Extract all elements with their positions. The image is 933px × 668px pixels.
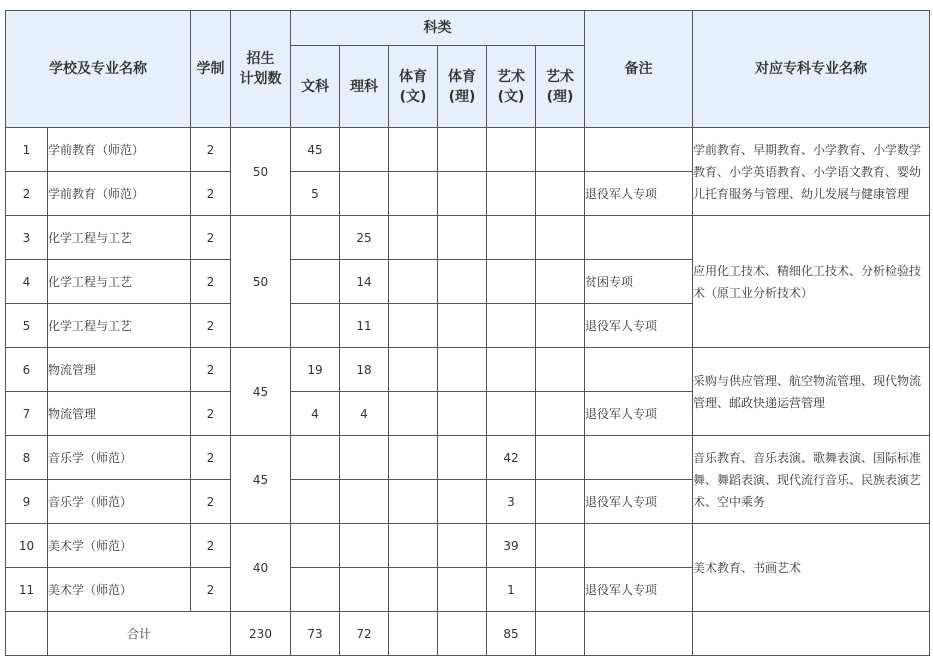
duration-cell: 2 — [191, 480, 231, 524]
remark-cell: 退役军人专项 — [585, 304, 693, 348]
pe-wen-cell — [389, 304, 438, 348]
row-number: 7 — [6, 392, 48, 436]
pe-li-cell — [438, 172, 487, 216]
art-wen-cell — [487, 260, 536, 304]
art-li-cell — [536, 392, 585, 436]
art-li-cell — [536, 524, 585, 568]
row-number: 8 — [6, 436, 48, 480]
art-wen-cell: 42 — [487, 436, 536, 480]
wen-cell: 4 — [291, 392, 340, 436]
art-wen-cell: 39 — [487, 524, 536, 568]
remark-cell — [585, 436, 693, 480]
art-li-cell — [536, 216, 585, 260]
art-wen-cell — [487, 392, 536, 436]
art-wen-cell — [487, 128, 536, 172]
row-number: 3 — [6, 216, 48, 260]
remark-cell: 退役军人专项 — [585, 172, 693, 216]
major-name: 学前教育（师范） — [48, 172, 191, 216]
pe-li-cell — [438, 392, 487, 436]
pe-wen-cell — [389, 480, 438, 524]
table-row — [6, 216, 930, 260]
wen-cell: 5 — [291, 172, 340, 216]
total-pe-wen — [389, 612, 438, 656]
major-name: 音乐学（师范） — [48, 436, 191, 480]
header-category: 科类 — [291, 11, 585, 46]
row-number: 6 — [6, 348, 48, 392]
art-li-cell — [536, 436, 585, 480]
total-plan: 230 — [231, 612, 291, 656]
li-cell: 18 — [340, 348, 389, 392]
duration-cell: 2 — [191, 568, 231, 612]
wen-cell: 45 — [291, 128, 340, 172]
wen-cell — [291, 524, 340, 568]
total-wen: 73 — [291, 612, 340, 656]
major-name: 美术学（师范） — [48, 524, 191, 568]
major-name: 化学工程与工艺 — [48, 216, 191, 260]
major-name: 学前教育（师范） — [48, 128, 191, 172]
related-majors-cell: 应用化工技术、精细化工技术、分析检验技术（原工业分析技术） — [693, 216, 930, 348]
duration-cell: 2 — [191, 128, 231, 172]
art-wen-cell — [487, 216, 536, 260]
table-row — [6, 348, 930, 392]
remark-cell — [585, 128, 693, 172]
pe-li-cell — [438, 524, 487, 568]
pe-li-cell — [438, 436, 487, 480]
plan-cell: 45 — [231, 436, 291, 524]
pe-wen-cell — [389, 172, 438, 216]
major-name: 化学工程与工艺 — [48, 304, 191, 348]
header-plan: 招生 计划数 — [231, 11, 291, 128]
duration-cell: 2 — [191, 216, 231, 260]
li-cell: 25 — [340, 216, 389, 260]
wen-cell — [291, 260, 340, 304]
pe-li-cell — [438, 348, 487, 392]
header-name: 学校及专业名称 — [6, 11, 191, 128]
remark-cell: 贫困专项 — [585, 260, 693, 304]
plan-cell: 45 — [231, 348, 291, 436]
pe-li-cell — [438, 304, 487, 348]
remark-cell: 退役军人专项 — [585, 568, 693, 612]
header-art-wen: 艺术 (文) — [487, 46, 536, 128]
total-remark — [585, 612, 693, 656]
art-li-cell — [536, 304, 585, 348]
li-cell: 14 — [340, 260, 389, 304]
li-cell — [340, 172, 389, 216]
enrollment-plan-table — [5, 10, 930, 656]
wen-cell — [291, 304, 340, 348]
header-remark: 备注 — [585, 11, 693, 128]
art-wen-cell — [487, 172, 536, 216]
total-pe-li — [438, 612, 487, 656]
related-majors-cell: 学前教育、早期教育、小学教育、小学数学教育、小学英语教育、小学语文教育、婴幼儿托育服务与管理、幼儿发展与健康管理 — [693, 128, 930, 216]
row-number: 10 — [6, 524, 48, 568]
table-row — [6, 524, 930, 568]
total-row — [6, 612, 930, 656]
remark-cell — [585, 216, 693, 260]
pe-wen-cell — [389, 260, 438, 304]
li-cell: 11 — [340, 304, 389, 348]
header-wen: 文科 — [291, 46, 340, 128]
wen-cell — [291, 568, 340, 612]
wen-cell — [291, 436, 340, 480]
art-wen-cell — [487, 304, 536, 348]
li-cell — [340, 480, 389, 524]
li-cell — [340, 436, 389, 480]
major-name: 物流管理 — [48, 392, 191, 436]
pe-wen-cell — [389, 392, 438, 436]
pe-li-cell — [438, 128, 487, 172]
row-number: 2 — [6, 172, 48, 216]
row-number: 4 — [6, 260, 48, 304]
row-number: 1 — [6, 128, 48, 172]
li-cell: 4 — [340, 392, 389, 436]
total-li: 72 — [340, 612, 389, 656]
art-wen-cell — [487, 348, 536, 392]
row-number: 11 — [6, 568, 48, 612]
art-li-cell — [536, 480, 585, 524]
total-related — [693, 612, 930, 656]
art-li-cell — [536, 172, 585, 216]
header-pe-wen: 体育 (文) — [389, 46, 438, 128]
duration-cell: 2 — [191, 436, 231, 480]
remark-cell — [585, 348, 693, 392]
pe-wen-cell — [389, 348, 438, 392]
row-number: 9 — [6, 480, 48, 524]
plan-cell: 50 — [231, 128, 291, 216]
total-art-wen: 85 — [487, 612, 536, 656]
wen-cell — [291, 216, 340, 260]
art-wen-cell: 3 — [487, 480, 536, 524]
row-number: 5 — [6, 304, 48, 348]
header-related: 对应专科专业名称 — [693, 11, 930, 128]
major-name: 音乐学（师范） — [48, 480, 191, 524]
duration-cell: 2 — [191, 524, 231, 568]
remark-cell — [585, 524, 693, 568]
art-li-cell — [536, 568, 585, 612]
wen-cell: 19 — [291, 348, 340, 392]
li-cell — [340, 524, 389, 568]
total-blank-cell — [6, 612, 48, 656]
header-art-li: 艺术 (理) — [536, 46, 585, 128]
pe-li-cell — [438, 568, 487, 612]
duration-cell: 2 — [191, 304, 231, 348]
pe-wen-cell — [389, 524, 438, 568]
pe-li-cell — [438, 216, 487, 260]
li-cell — [340, 128, 389, 172]
total-label: 合计 — [48, 612, 231, 656]
table-row — [6, 128, 930, 172]
pe-li-cell — [438, 260, 487, 304]
duration-cell: 2 — [191, 260, 231, 304]
art-li-cell — [536, 260, 585, 304]
related-majors-cell: 采购与供应管理、航空物流管理、现代物流管理、邮政快递运营管理 — [693, 348, 930, 436]
plan-cell: 50 — [231, 216, 291, 348]
li-cell — [340, 568, 389, 612]
art-li-cell — [536, 128, 585, 172]
header-li: 理科 — [340, 46, 389, 128]
duration-cell: 2 — [191, 172, 231, 216]
pe-wen-cell — [389, 128, 438, 172]
header-duration: 学制 — [191, 11, 231, 128]
major-name: 物流管理 — [48, 348, 191, 392]
related-majors-cell: 音乐教育、音乐表演、歌舞表演、国际标准舞、舞蹈表演、现代流行音乐、民族表演艺术、空中乘务 — [693, 436, 930, 524]
header-pe-li: 体育 (理) — [438, 46, 487, 128]
pe-wen-cell — [389, 216, 438, 260]
total-art-li — [536, 612, 585, 656]
related-majors-cell: 美术教育、书画艺术 — [693, 524, 930, 612]
remark-cell: 退役军人专项 — [585, 480, 693, 524]
pe-li-cell — [438, 480, 487, 524]
plan-cell: 40 — [231, 524, 291, 612]
duration-cell: 2 — [191, 392, 231, 436]
pe-wen-cell — [389, 436, 438, 480]
remark-cell: 退役军人专项 — [585, 392, 693, 436]
pe-wen-cell — [389, 568, 438, 612]
major-name: 美术学（师范） — [48, 568, 191, 612]
wen-cell — [291, 480, 340, 524]
table-row — [6, 436, 930, 480]
art-li-cell — [536, 348, 585, 392]
duration-cell: 2 — [191, 348, 231, 392]
art-wen-cell: 1 — [487, 568, 536, 612]
major-name: 化学工程与工艺 — [48, 260, 191, 304]
